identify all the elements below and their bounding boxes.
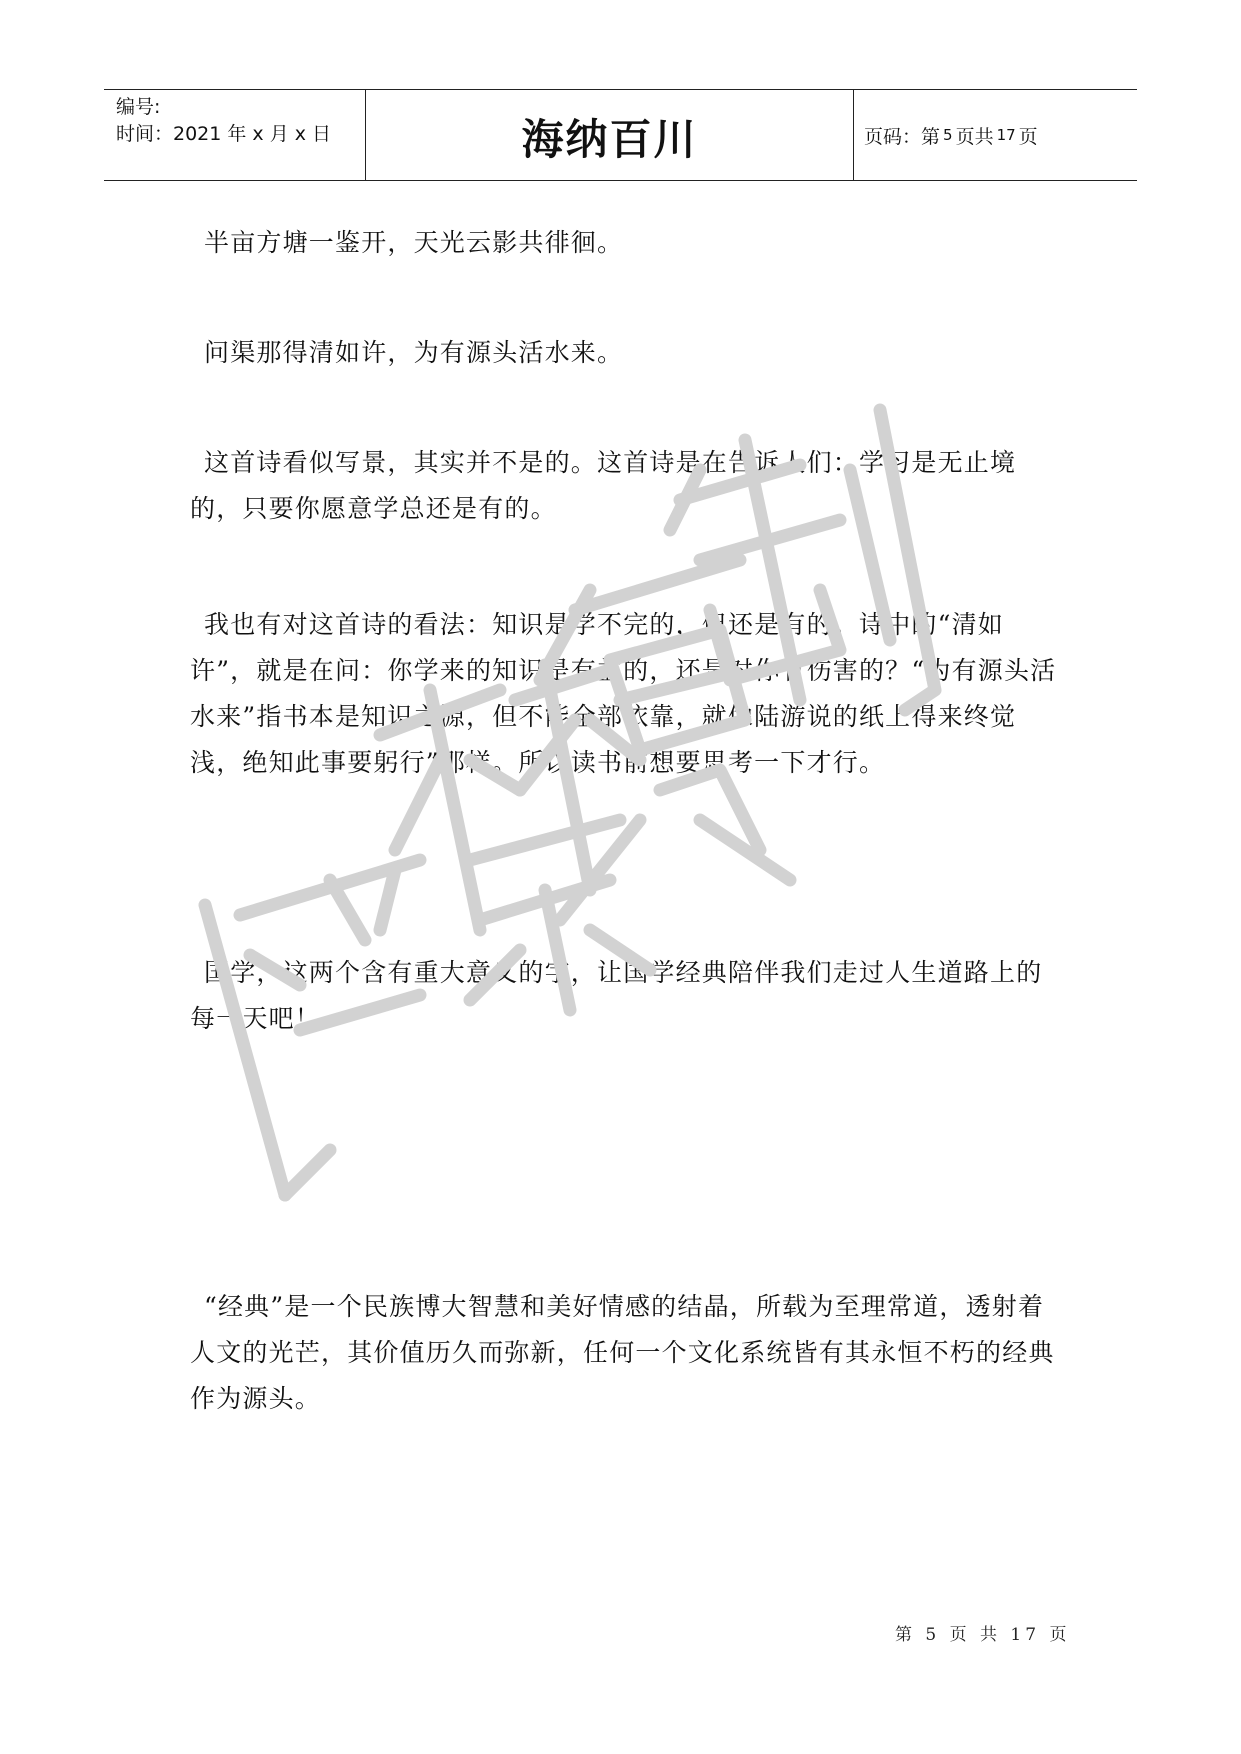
header-title-cell	[366, 90, 854, 180]
header-page-cell	[854, 90, 1137, 180]
page-suffix: 页	[1018, 125, 1038, 148]
page-footer: 第 5 页 共 17 页	[895, 1625, 1071, 1645]
paragraph: 我也有对这首诗的看法：知识是学不完的，但还是有的。诗中的“清如许”，就是在问：你学来的知识是有益的，还是对你有伤害的？“为有源头活水来”指书本是知识之源，但不能全部依靠，就像陆游说的纸上得来终觉浅，绝知此事要躬行”那样。所以读书前想要思考一下才行。	[190, 610, 1057, 777]
paragraph: “经典”是一个民族博大智慧和美好情感的结晶，所载为至理常道，透射着人文的光芒，其价值历久而弥新，任何一个文化系统皆有其永恒不朽的经典作为源头。	[190, 1292, 1055, 1413]
document-time-label: 时间：2021 年 x 月 x 日	[116, 123, 332, 145]
page-prefix: 页码：第	[864, 125, 941, 148]
page-total: 17	[996, 126, 1016, 144]
document-title: 海纳百川	[521, 115, 698, 164]
paragraph: 这首诗看似写景，其实并不是的。这首诗是在告诉人们：学习是无止境的，只要你愿意学总还是有的。	[190, 448, 1017, 523]
paragraph: 半亩方塘一鉴开，天光云影共徘徊。	[204, 228, 624, 257]
page-mid: 页共	[955, 125, 994, 148]
document-number-label: 编号:	[116, 96, 161, 118]
paragraph: 国学，这两个含有重大意义的字，让国学经典陪伴我们走过人生道路上的每一天吧！	[190, 958, 1043, 1033]
page-current: 5	[943, 126, 953, 144]
header-meta-cell	[104, 90, 366, 180]
page-header	[104, 89, 1137, 181]
paragraph: 问渠那得清如许，为有源头活水来。	[204, 338, 624, 367]
